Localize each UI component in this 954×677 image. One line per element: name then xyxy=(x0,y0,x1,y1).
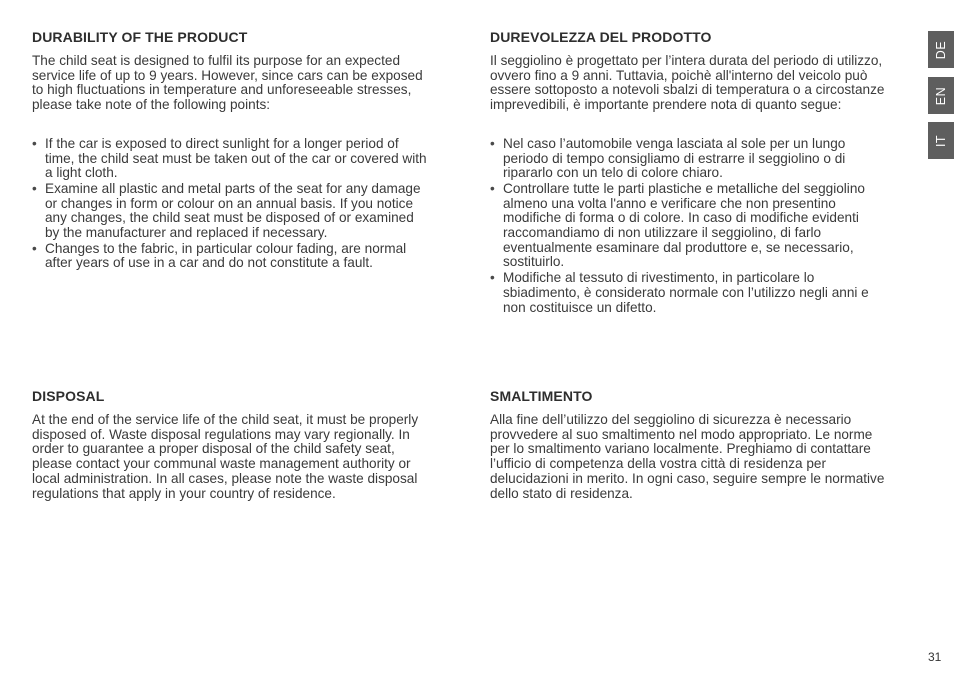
language-tab-label: IT xyxy=(933,134,948,147)
it-disposal-body: Alla fine dell’utilizzo del seggiolino di sicurezza è necessario provvedere al suo smaltimento nel modo appropriato. Le norme per lo smaltimento variano localmente. Preghiamo di contattare l’ufficio di competenza della vostra città di residenza per delucidazioni in merito. In ogni caso, seguire sempre le normative dello stato di residenza. xyxy=(490,412,885,501)
en-durability-title: DURABILITY OF THE PRODUCT xyxy=(32,29,248,45)
it-durability-section xyxy=(490,29,922,316)
en-disposal-body: At the end of the service life of the child seat, it must be properly disposed of. Waste disposal regulations may vary regionally. In order to guarantee a proper disposal of the child safety seat, please contact your communal waste management authority or local administration. In all cases, please note the waste disposal regulations that apply in your country of residence. xyxy=(32,412,419,501)
en-durability-intro: The child seat is designed to fulfil its purpose for an expected service life of up to 9 years. However, since cars can be exposed to high fluctuations in temperature and unforeseeable stresses, please take note of the following points: xyxy=(32,53,423,113)
it-disposal-section xyxy=(490,388,922,501)
language-tab-label: DE xyxy=(934,40,948,59)
it-durability-title: DUREVOLEZZA DEL PRODOTTO xyxy=(490,29,712,45)
language-tab-it[interactable] xyxy=(928,122,954,159)
language-tab-en[interactable] xyxy=(928,77,954,114)
list-item: • Nel caso l’automobile venga lasciata al sole per un lungo periodo di tempo consigliamo di estrarre il seggiolino o di ripararlo con un telo di colore chiaro. xyxy=(490,137,922,181)
language-tab-de[interactable] xyxy=(928,31,954,68)
en-disposal-title: DISPOSAL xyxy=(32,388,105,404)
en-durability-list xyxy=(32,137,464,271)
list-item: • Modifiche al tessuto di rivestimento, in particolare lo sbiadimento, è considerato normale con l’utilizzo negli anni e non costituisce un difetto. xyxy=(490,271,922,315)
list-item: • Controllare tutte le parti plastiche e metalliche del seggiolino almeno una volta l'anno e verificare che non presentino modifiche di forma o di colore. In caso di modifiche evidenti raccomandiamo di non utilizzare il seggiolino, di farlo eventualmente esaminare dal produttore e, se necessario, sostituirlo. xyxy=(490,182,922,270)
it-durability-intro: Il seggiolino è progettato per l’intera durata del periodo di utilizzo, ovvero fino a 9 anni. Tuttavia, poichè all'interno del veicolo può essere sottoposto a notevoli sbalzi di temperatura o a circostanze imprevedibili, è importante prendere nota di quanto segue: xyxy=(490,53,885,113)
en-disposal-section xyxy=(32,388,464,501)
list-item: • If the car is exposed to direct sunlight for a longer period of time, the child seat must be taken out of the car or covered with a light cloth. xyxy=(32,137,464,181)
page-number: 31 xyxy=(928,650,942,664)
language-tab-label: EN xyxy=(934,86,948,105)
it-durability-list xyxy=(490,137,922,315)
list-item: • Examine all plastic and metal parts of the seat for any damage or changes in form or colour on an annual basis. If you notice any changes, the child seat must be disposed of or examined by the manufacturer and replaced if necessary. xyxy=(32,182,464,241)
en-durability-section xyxy=(32,29,464,272)
list-item: • Changes to the fabric, in particular colour fading, are normal after years of use in a car and do not constitute a fault. xyxy=(32,242,464,271)
it-disposal-title: SMALTIMENTO xyxy=(490,388,593,404)
